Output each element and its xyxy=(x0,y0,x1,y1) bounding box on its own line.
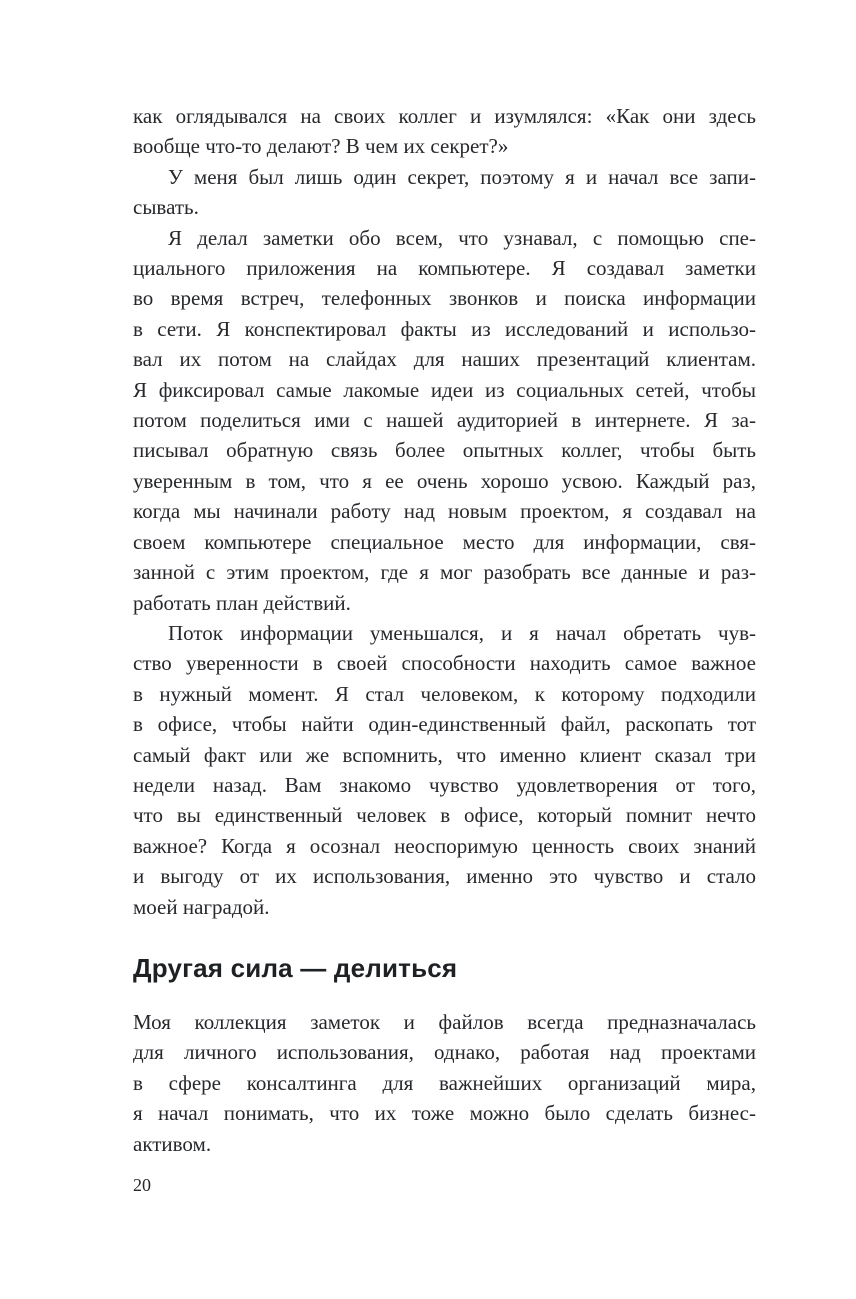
text-line: моей наградой. xyxy=(133,894,270,919)
paragraphs-bottom xyxy=(133,1007,756,1159)
text-line: и выгоду от их использования, именно это чувство и стало xyxy=(133,864,756,889)
paragraph xyxy=(133,1007,756,1159)
page-number: 20 xyxy=(133,1175,151,1195)
text-line: когда мы начинали работу над новым проектом, я создавал на xyxy=(133,499,756,524)
text-line: активом. xyxy=(133,1131,212,1156)
text-line: я начал понимать, что их тоже можно было сделать бизнес- xyxy=(133,1101,756,1126)
text-line: вал их потом на слайдах для наших презентаций клиентам. xyxy=(133,347,756,372)
text-line: сывать. xyxy=(133,195,199,220)
section-heading: Другая сила — делиться xyxy=(133,952,458,983)
text-line: ство уверенности в своей способности находить самое важное xyxy=(133,651,756,676)
text-line: циального приложения на компьютере. Я создавал заметки xyxy=(133,256,756,281)
text-line: в сети. Я конспектировал факты из исследований и использо- xyxy=(133,316,756,341)
paragraph xyxy=(133,618,756,922)
paragraph xyxy=(133,101,756,162)
text-line: У меня был лишь один секрет, поэтому я и начал все запи- xyxy=(168,164,756,189)
text-line: Моя коллекция заметок и файлов всегда предназначалась xyxy=(133,1009,756,1034)
text-line: самый факт или же вспомнить, что именно клиент сказал три xyxy=(133,742,756,767)
text-line: важное? Когда я осознал неоспоримую ценность своих знаний xyxy=(133,833,756,858)
text-line: потом поделиться ими с нашей аудиторией в интернете. Я за- xyxy=(133,408,756,433)
text-line: что вы единственный человек в офисе, который помнит нечто xyxy=(133,803,756,828)
text-line: Поток информации уменьшался, и я начал обретать чув- xyxy=(168,620,756,645)
text-line: занной с этим проектом, где я мог разобрать все данные и раз- xyxy=(133,560,756,585)
text-line: вообще что-то делают? В чем их секрет?» xyxy=(133,134,509,159)
paragraph xyxy=(133,162,756,223)
text-line: для личного использования, однако, работая над проектами xyxy=(133,1040,756,1065)
text-line: в нужный момент. Я стал человеком, к которому подходили xyxy=(133,681,756,706)
paragraphs-top xyxy=(133,101,756,922)
text-line: недели назад. Вам знакомо чувство удовлетворения от того, xyxy=(133,772,756,797)
text-line: как оглядывался на своих коллег и изумлялся: «Как они здесь xyxy=(133,104,756,128)
text-line: Я фиксировал самые лакомые идеи из социальных сетей, чтобы xyxy=(133,377,756,402)
text-line: своем компьютере специальное место для информации, свя- xyxy=(133,529,756,554)
text-line: работать план действий. xyxy=(133,590,351,615)
text-line: Я делал заметки обо всем, что узнавал, с помощью спе- xyxy=(168,225,756,250)
page-text-block xyxy=(133,101,756,1197)
text-line: в сфере консалтинга для важнейших организаций мира, xyxy=(133,1070,756,1095)
text-line: во время встреч, телефонных звонков и поиска информации xyxy=(133,286,756,311)
text-line: писывал обратную связь более опытных коллег, чтобы быть xyxy=(133,438,756,463)
paragraph xyxy=(133,223,756,618)
text-line: уверенным в том, что я ее очень хорошо усвою. Каждый раз, xyxy=(133,468,756,493)
text-line: в офисе, чтобы найти один-единственный файл, раскопать тот xyxy=(133,712,756,737)
